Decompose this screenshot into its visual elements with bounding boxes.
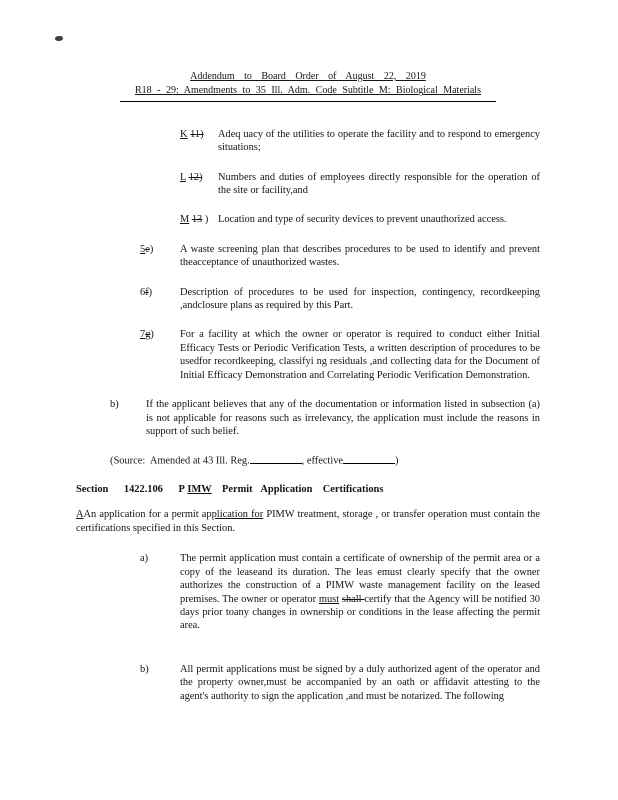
item-label-b1: b) [110, 399, 119, 411]
scan-artifact [55, 36, 63, 41]
item-text-5: A waste screening plan that describes procedures to be used to identify and prevent theacceptance of unauthorized wastes. [180, 243, 540, 269]
header-line-1: Addendum to Board Order of August 22, 2019 [190, 71, 426, 82]
list-item-k [180, 128, 540, 155]
document-header [120, 70, 496, 102]
item-text-7: For a facility at which the owner or operator is required to conduct either Initial Efficacy Tests or Periodic Verification Tests, a written description of procedures to be usedfor recordkeeping, classifyi ng residuals ,and collecting data for the Document of Initial Efficacy Demonstration and Correlating Periodic Verification Demonstration. [180, 329, 540, 381]
item-text-m: Location and type of security devices to prevent unauthorized access. [218, 214, 507, 226]
item-label-7: 7g) [140, 329, 154, 341]
item-label-l: L 12) [180, 171, 203, 183]
list-item-b2 [140, 663, 540, 703]
list-item-6 [140, 286, 540, 313]
item-label-6: 6f) [140, 286, 153, 298]
item-text-b1: If the applicant believes that any of the documentation or information listed in subsection (a) is not applicable for reasons such as irrelevancy, the application must include the reasons in support of such belief. [146, 399, 540, 437]
item-text-b2: All permit applications must be signed by a duly authorized agent of the operator and the property owner,must be accompanied by an oath or affidavit attesting to the agent's authority to sign the application ,and must be notarized. The following [180, 663, 540, 702]
item-text-a: The permit application must contain a certificate of ownership of the permit area or a copy of the leaseand its duration. The leas emust clearly specify that the owner authorizes the construction of a PIMW waste management facility on the leased premises. The owner or operator must shall certify that the Agency will be notified 30 days prior toany changes in ownership or conditions in the lease affecting the permit area. [180, 553, 540, 632]
intro-paragraph: AAn application for a permit application for PIMW treatment, storage , or transfer operation must contain the certifications specified in this Section. [76, 509, 540, 534]
item-label-k: K 11) [180, 128, 204, 140]
header-line-2: R18 - 29: Amendments to 35 Ill. Adm. Code Subtitle M: Biological Materials [135, 85, 481, 97]
list-item-7 [140, 328, 540, 382]
item-label-b2: b) [140, 663, 149, 675]
list-item-a [140, 552, 540, 632]
item-label-m: M 13 ) [180, 214, 209, 226]
item-label-a: a) [140, 553, 149, 565]
list-item-l [180, 171, 540, 198]
list-item-b1 [110, 398, 540, 438]
source-line: (Source: Amended at 43 Ill. Reg. , effective ) [110, 455, 399, 467]
item-label-5: 5e) [140, 243, 154, 255]
section-heading: Section 1422.106 P IMW Permit Application Certifications [76, 484, 384, 496]
list-item-5 [140, 243, 540, 270]
item-text-6: Description of procedures to be used for inspection, contingency, recordkeeping ,andclosure plans as required by this Part. [180, 286, 540, 312]
list-item-m [180, 213, 540, 226]
item-text-l: Numbers and duties of employees directly responsible for the operation of the site or facility,and [218, 171, 540, 197]
item-text-k: Adeq uacy of the utilities to operate the facility and to respond to emergency situations; [218, 128, 540, 154]
